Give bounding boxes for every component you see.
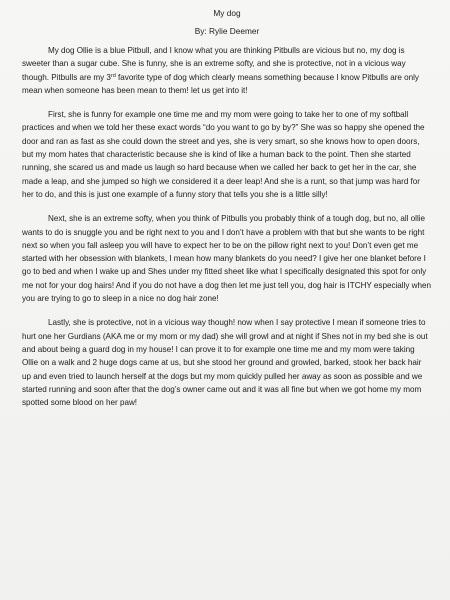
document-author: By: Rylie Deemer xyxy=(194,26,260,36)
paragraph-softy: Next, she is an extreme softy, when you think of Pitbulls you probably think of a tough dog, but no, all ollie wants to do is snuggle you and be right next to you and I don’t have a problem with that but she wants to be right next so when you fall asleep you will have to expect her to be on the pillow right next to you! Don’t even get me started with her obsession with blankets, I mean how many blankets do you need? I give her one blanket before I go to bed and when I wake up and Shes under my fitted sheet like what I specifically designated this spot for only me not for your dog hairs! And if you do not have a dog then let me just tell you, dog hair is ITCHY especially when you are trying to go to sleep in a nice no dog hair zone! xyxy=(22,214,431,304)
ordinal-superscript: rd xyxy=(110,72,116,79)
paragraph-protective: Lastly, she is protective, not in a vicious way though! now when I say protective I mean if someone tries to hurt one her Gurdians (AKA me or my mom or my dad) she will growl and at night if Shes not in my bed she is out and about being a guard dog in my house! I can prove it to for example one time me and my mom were taking Ollie on a walk and 2 huge dogs came at us, but she stood her ground and growled, barked, stook her back hair up and even tried to launch herself at the dogs but my mom quickly pulled her away as soon as possible and we started running and soon after that the dog’s owner came out and it was all fine but when we got home my mom spotted some blood on her paw! xyxy=(22,318,428,408)
paragraph-intro-text-a: My dog Ollie is a blue Pitbull, and I know what you are thinking Pitbulls are vicious but no, my dog is sweeter than a sugar cube. She is funny, she is an extreme softy, and she is protective, not in a vicious way though. Pitbulls are my 3 xyxy=(22,46,406,82)
paragraph-funny: First, she is funny for example one time me and my mom were going to take her to one of my softball practices and when we told her these exact words “do you want to go by by?” She was so happy she opened the door and ran as fast as she could down the street and yes, she is very smart, so she knows how to open doors, but my mom hates that characteristic because she is kind of like a human back to the point. Then she started running, she scared us and made us laugh so hard because when we called her back to get her in the car, she made a leap, and she jumped so high we considered it a deer leap! And she is a runt, so that jump was hard for her to do, and this is just one example of a funny story that tells you she is a little silly! xyxy=(22,110,425,199)
paragraph-intro-text-b: favorite type of dog which clearly means something because I know Pitbulls are only mean when someone has been mean to them! let us get into it! xyxy=(22,72,419,95)
document-title: My dog xyxy=(213,8,241,18)
paragraph-intro xyxy=(22,44,432,97)
